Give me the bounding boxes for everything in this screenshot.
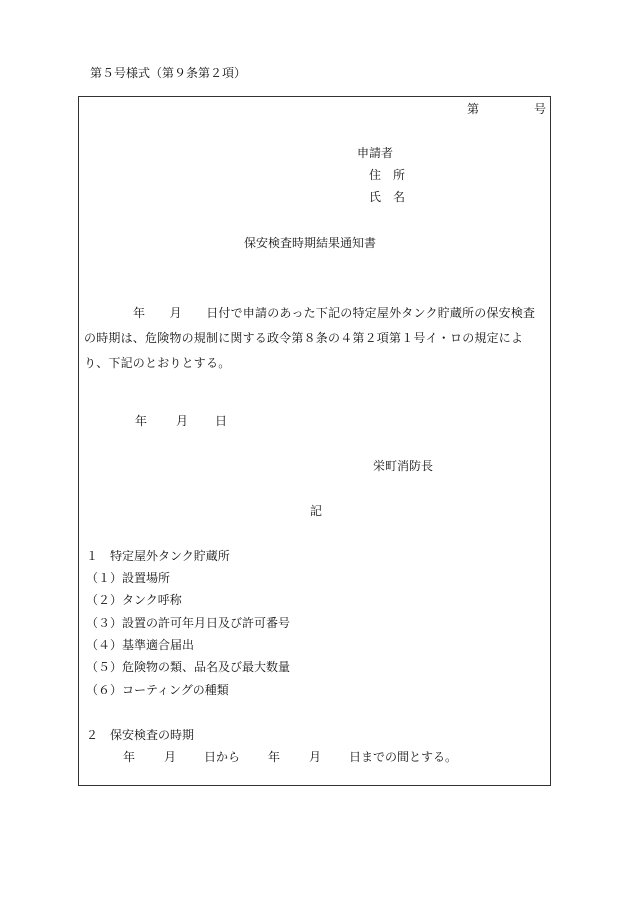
period-day-end: 日までの間とする。 bbox=[349, 750, 458, 764]
period-year-start: 年 bbox=[123, 750, 136, 764]
date-year: 年 bbox=[135, 414, 148, 428]
list-item: （４）基準適合届出 bbox=[86, 638, 195, 652]
form-header: 第５号様式（第９条第２項） bbox=[90, 66, 247, 80]
list-item: （６）コーティングの種類 bbox=[86, 683, 229, 697]
date-day: 日 bbox=[215, 414, 228, 428]
applicant-label: 申請者 bbox=[357, 146, 394, 160]
date-month: 月 bbox=[176, 414, 189, 428]
list-item: （１）設置場所 bbox=[86, 571, 171, 585]
ki-label: 記 bbox=[310, 504, 323, 518]
section1-title: １ 特定屋外タンク貯蔵所 bbox=[86, 549, 230, 563]
period-month-start: 月 bbox=[164, 750, 177, 764]
period-month-end: 月 bbox=[309, 750, 322, 764]
document-title: 保安検査時期結果通知書 bbox=[244, 236, 377, 250]
address-label: 住 所 bbox=[369, 168, 406, 182]
period-day-start: 日から bbox=[204, 750, 241, 764]
period-year-end: 年 bbox=[268, 750, 281, 764]
name-label: 氏 名 bbox=[369, 190, 406, 204]
list-item: （３）設置の許可年月日及び許可番号 bbox=[86, 616, 291, 630]
number-dai: 第 bbox=[467, 102, 480, 116]
number-go: 号 bbox=[534, 102, 547, 116]
section2-title: ２ 保安検査の時期 bbox=[86, 728, 195, 742]
list-item: （５）危険物の類、品名及び最大数量 bbox=[86, 660, 291, 674]
list-item: （２）タンク呼称 bbox=[86, 593, 182, 607]
issuer: 栄町消防長 bbox=[373, 459, 434, 473]
body-paragraph: 年 月 日付で申請のあった下記の特定屋外タンク貯蔵所の保安検査の時期は、危険物の規制に関する政令第８条の４第２項第１号イ・ロの規定により、下記のとおりとする。 bbox=[84, 306, 536, 370]
